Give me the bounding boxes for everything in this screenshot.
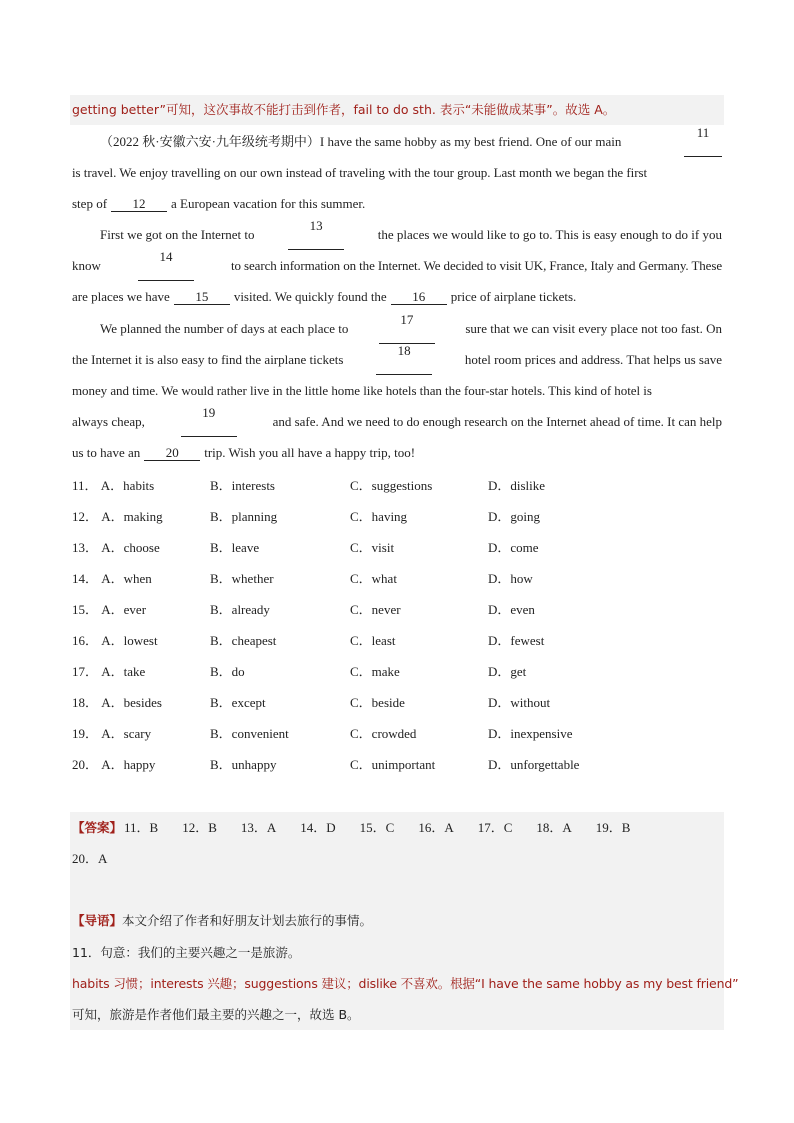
passage-text: trip. Wish you all have a happy trip, too!: [204, 445, 416, 460]
option-row-14: [72, 563, 722, 594]
option-c: C．beside: [350, 695, 405, 710]
passage-text: hotel room prices and address. That helps us save: [464, 352, 722, 367]
passage-p3-line4: [72, 406, 722, 437]
blank-18: 18: [376, 344, 432, 375]
passage-text: and safe. And we need to do enough research on the Internet ahead of time. It can help: [272, 414, 722, 429]
blank-14: 14: [138, 250, 194, 281]
passage-text: visited. We quickly found the: [233, 289, 387, 304]
passage-p3-line1: [100, 313, 722, 344]
option-row-20: [72, 749, 722, 780]
option-c: C．visit: [350, 540, 395, 555]
q11-explanation-line1: habits 习惯；interests 兴趣；suggestions 建议；dislike 不喜欢。根据“I have the same hobby as my best friend”: [72, 976, 739, 991]
answer-row: [72, 812, 654, 843]
option-a: A．ever: [101, 602, 147, 617]
option-d: D．get: [488, 664, 527, 679]
option-a: A．happy: [101, 757, 156, 772]
answer-item: 20．A: [72, 851, 108, 866]
option-c: C．least: [350, 633, 396, 648]
option-a: A．when: [101, 571, 152, 586]
answer-item: 16．A: [418, 820, 454, 835]
option-b: B．whether: [210, 571, 274, 586]
option-row-19: [72, 718, 722, 749]
option-b: B．unhappy: [210, 757, 277, 772]
option-b: B．interests: [210, 478, 275, 493]
answer-item: 19．B: [595, 820, 631, 835]
passage-text: know: [72, 258, 101, 273]
option-c: C．make: [350, 664, 400, 679]
option-c: C．having: [350, 509, 408, 524]
option-a: A．habits: [100, 478, 155, 493]
passage-p2-line2: [72, 250, 722, 281]
passage-text: the Internet it is also easy to find the airplane tickets: [72, 352, 344, 367]
option-d: D．dislike: [488, 478, 546, 493]
option-row-15: [72, 594, 722, 625]
answer-item: 14．D: [300, 820, 336, 835]
blank-17: 17: [379, 313, 435, 344]
option-d: D．unforgettable: [488, 757, 580, 772]
option-b: B．leave: [210, 540, 260, 555]
passage-text: （2022 秋·安徽六安·九年级统考期中）I have the same hobby as my best friend. One of our main: [100, 134, 622, 149]
guide-row: [72, 905, 372, 936]
passage-text: to search information on the Internet. We decided to visit UK, France, Italy and Germany. These: [230, 258, 722, 273]
passage-text: step of: [72, 196, 108, 211]
answer-row-2: [72, 843, 107, 874]
option-d: D．fewest: [488, 633, 545, 648]
answer-item: 12．B: [182, 820, 217, 835]
passage-text: sure that we can visit every place not too fast. On: [465, 321, 722, 336]
passage-text: are places we have: [72, 289, 170, 304]
question-number: 14．: [72, 571, 99, 586]
option-a: A．scary: [101, 726, 152, 741]
answer-item: 17．C: [477, 820, 513, 835]
answer-item: 13．A: [240, 820, 277, 835]
option-row-16: [72, 625, 722, 656]
passage-text: the places we would like to go to. This is easy enough to do if you: [377, 227, 722, 242]
q11-meaning: 11．句意：我们的主要兴趣之一是旅游。: [72, 945, 301, 960]
question-number: 15．: [72, 602, 99, 617]
option-c: C．crowded: [350, 726, 417, 741]
guide-text: 本文介绍了作者和好朋友计划去旅行的事情。: [122, 913, 373, 928]
option-row-11: [72, 470, 722, 501]
option-d: D．going: [488, 509, 541, 524]
option-a: A．choose: [101, 540, 160, 555]
option-d: D．without: [488, 695, 551, 710]
option-a: A．take: [101, 664, 146, 679]
question-number: 12．: [72, 509, 99, 524]
passage-p2-line3: [72, 281, 722, 312]
question-number: 11．: [72, 478, 98, 493]
answer-item: 18．A: [536, 820, 572, 835]
passage-text: always cheap,: [72, 414, 145, 429]
option-c: C．never: [350, 602, 401, 617]
passage-text: We planned the number of days at each place to: [100, 321, 349, 336]
option-d: D．how: [488, 571, 533, 586]
blank-19: 19: [181, 406, 237, 437]
passage-text: us to have an: [72, 445, 141, 460]
answer-item: 11．B: [124, 820, 159, 835]
option-b: B．do: [210, 664, 245, 679]
option-a: A．besides: [101, 695, 162, 710]
blank-15: 15: [174, 290, 230, 305]
option-b: B．already: [210, 602, 270, 617]
option-a: A．lowest: [101, 633, 158, 648]
question-number: 19．: [72, 726, 99, 741]
passage-p1-line2: is travel. We enjoy travelling on our own instead of traveling with the tour group. Last month we began the first: [72, 165, 648, 180]
option-b: B．planning: [210, 509, 278, 524]
passage-p3-line2: [72, 344, 722, 375]
option-row-18: [72, 687, 722, 718]
question-number: 20．: [72, 757, 99, 772]
option-row-12: [72, 501, 722, 532]
answer-label: 【答案】: [72, 820, 123, 835]
option-d: D．inexpensive: [488, 726, 573, 741]
question-number: 16．: [72, 633, 99, 648]
passage-p2-line1: [100, 219, 722, 250]
option-d: D．come: [488, 540, 539, 555]
passage-p1-line3: [72, 188, 722, 219]
passage-p1-line1: [100, 126, 722, 157]
question-number: 18．: [72, 695, 99, 710]
option-d: D．even: [488, 602, 535, 617]
question-number: 13．: [72, 540, 99, 555]
option-row-17: [72, 656, 722, 687]
passage-text: price of airplane tickets.: [450, 289, 577, 304]
option-b: B．cheapest: [210, 633, 277, 648]
question-number: 17．: [72, 664, 99, 679]
option-c: C．suggestions: [350, 478, 433, 493]
blank-11: 11: [684, 126, 722, 157]
passage-p3-line5: [72, 437, 722, 468]
option-b: B．convenient: [210, 726, 289, 741]
passage-text: a European vacation for this summer.: [171, 196, 366, 211]
option-a: A．making: [101, 509, 163, 524]
options-list: [72, 470, 722, 780]
q11-explanation-line2: 可知，旅游是作者他们最主要的兴趣之一，故选 B。: [72, 1007, 360, 1022]
top-note: getting better”可知，这次事故不能打击到作者，fail to do sth. 表示“未能做成某事”。故选 A。: [72, 102, 616, 117]
option-b: B．except: [210, 695, 266, 710]
option-c: C．unimportant: [350, 757, 436, 772]
option-row-13: [72, 532, 722, 563]
blank-20: 20: [144, 446, 200, 461]
passage-p3-line3: money and time. We would rather live in the little home like hotels than the four-star hotels. This kind of hotel is: [72, 383, 652, 398]
blank-13: 13: [288, 219, 344, 250]
passage-text: First we got on the Internet to: [100, 227, 255, 242]
blank-16: 16: [391, 290, 447, 305]
answer-item: 15．C: [359, 820, 395, 835]
option-c: C．what: [350, 571, 397, 586]
blank-12: 12: [111, 197, 167, 212]
guide-label: 【导语】: [72, 913, 123, 928]
